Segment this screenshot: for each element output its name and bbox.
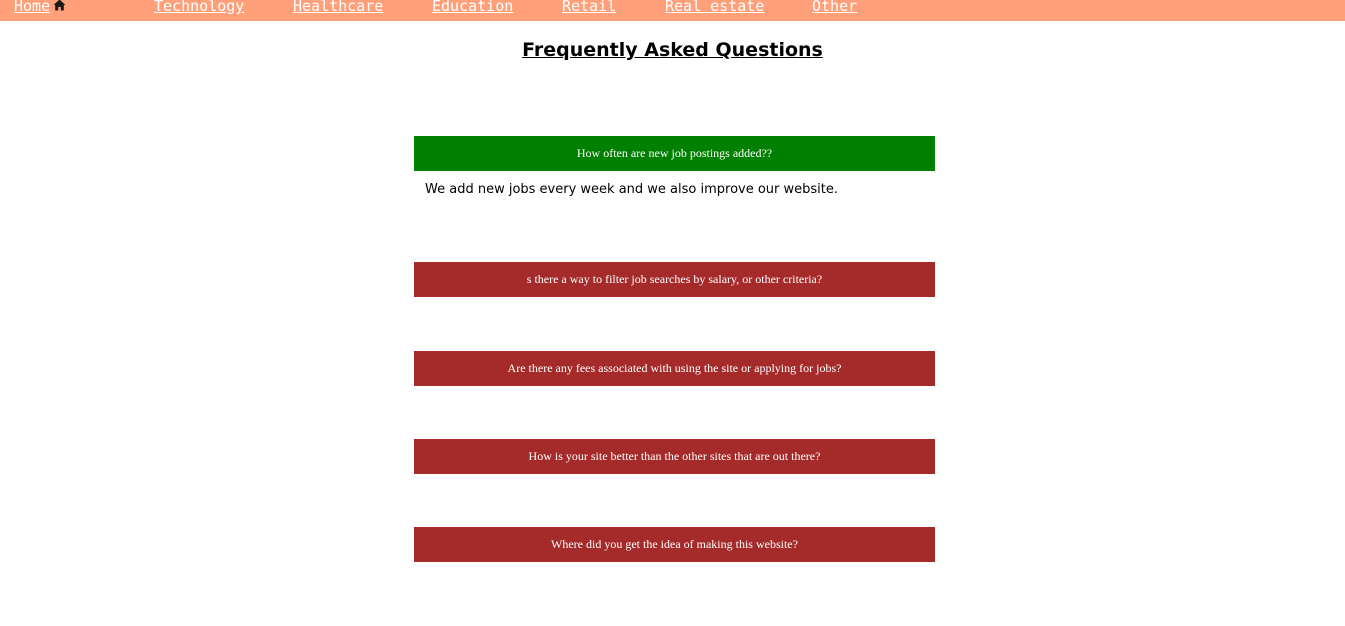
nav-link-real-estate[interactable]: Real estate: [665, 0, 765, 15]
nav-link-technology[interactable]: Technology: [154, 0, 245, 15]
faq-question-website-idea[interactable]: Where did you get the idea of making this website?: [414, 527, 935, 562]
nav-link-home[interactable]: Home: [14, 0, 51, 15]
nav-link-education[interactable]: Education: [432, 0, 514, 15]
faq-question-filter-searches[interactable]: s there a way to filter job searches by salary, or other criteria?: [414, 262, 935, 297]
faq-question-fees[interactable]: Are there any fees associated with using the site or applying for jobs?: [414, 351, 935, 386]
faq-question-site-better[interactable]: How is your site better than the other sites that are out there?: [414, 439, 935, 474]
home-icon[interactable]: [53, 0, 66, 11]
top-navbar: [0, 0, 1345, 21]
nav-link-retail[interactable]: Retail: [562, 0, 617, 15]
nav-link-other[interactable]: Other: [812, 0, 858, 15]
faq-answer-job-postings: We add new jobs every week and we also improve our website.: [425, 182, 839, 197]
page-title: Frequently Asked Questions: [522, 39, 823, 61]
nav-link-healthcare[interactable]: Healthcare: [293, 0, 384, 15]
faq-question-job-postings[interactable]: How often are new job postings added??: [414, 136, 935, 171]
